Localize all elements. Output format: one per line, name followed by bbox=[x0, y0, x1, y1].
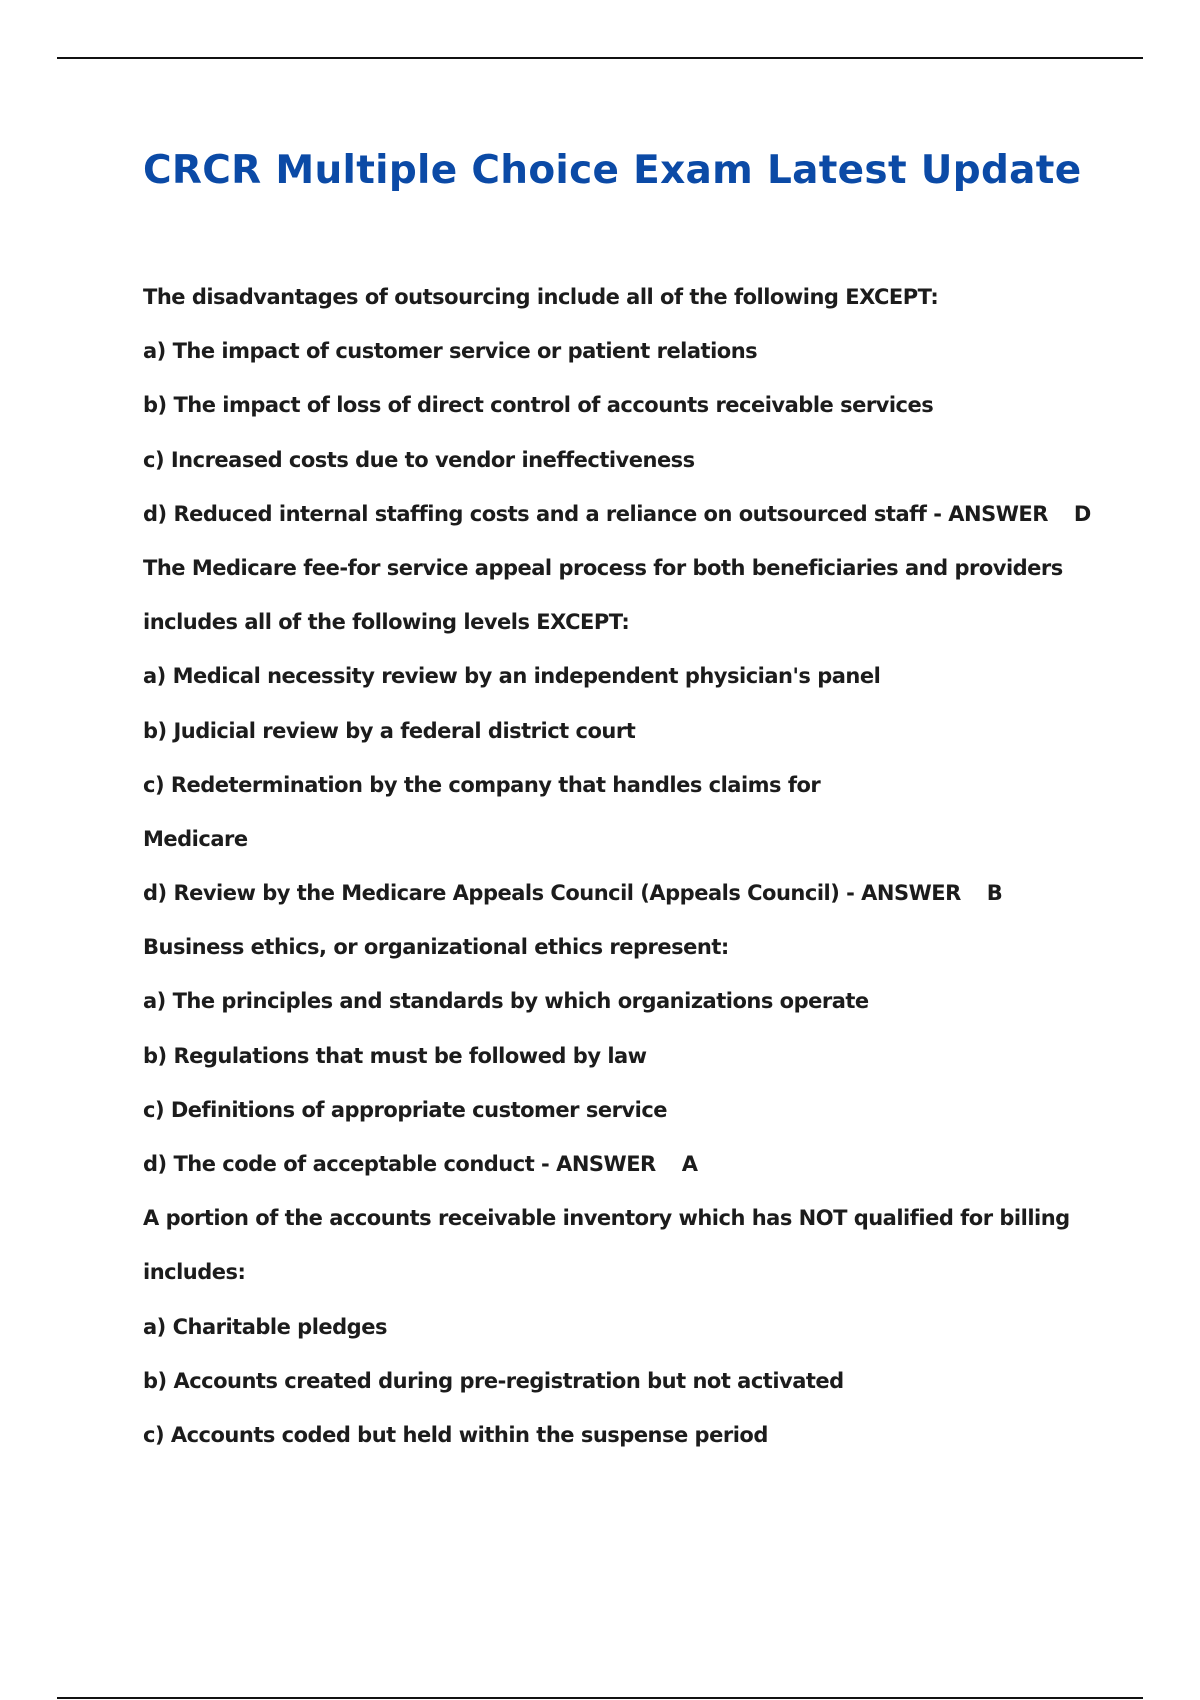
question-2-answer: B bbox=[986, 881, 1003, 906]
question-3-option-d-text: d) The code of acceptable conduct - ANSWER bbox=[143, 1152, 656, 1176]
bottom-rule bbox=[57, 1697, 1143, 1699]
question-2-option-b: b) Judicial review by a federal district court bbox=[143, 718, 636, 743]
question-4-option-c: c) Accounts coded but held within the suspense period bbox=[143, 1422, 768, 1447]
question-list bbox=[143, 277, 1143, 1469]
question-3-answer: A bbox=[681, 1152, 698, 1176]
question-1-option-b: b) The impact of loss of direct control of accounts receivable services bbox=[143, 393, 934, 418]
question-1-stem: The disadvantages of outsourcing include all of the following EXCEPT: bbox=[143, 285, 939, 309]
question-2-option-d-text: d) Review by the Medicare Appeals Council (Appeals Council) - ANSWER bbox=[143, 881, 961, 906]
question-1-option-a: a) The impact of customer service or patient relations bbox=[143, 339, 758, 364]
question-2-option-a: a) Medical necessity review by an independent physician's panel bbox=[143, 664, 881, 689]
question-2-stem-line-2: includes all of the following levels EXCEPT: bbox=[143, 610, 630, 635]
question-2-option-d bbox=[143, 873, 1143, 927]
question-1-option-d-text: d) Reduced internal staffing costs and a reliance on outsourced staff - ANSWER bbox=[143, 501, 1048, 526]
question-1-option-d bbox=[143, 494, 1143, 548]
question-4-stem-line-1: A portion of the accounts receivable inventory which has NOT qualified for billing bbox=[143, 1206, 1070, 1231]
question-2-stem-line-1: The Medicare fee-for service appeal process for both beneficiaries and providers bbox=[143, 555, 1063, 580]
document-title: CRCR Multiple Choice Exam Latest Update bbox=[143, 148, 1082, 193]
top-rule bbox=[57, 57, 1143, 59]
question-4-option-a: a) Charitable pledges bbox=[143, 1314, 387, 1339]
question-2-option-c-line-2: Medicare bbox=[143, 826, 248, 851]
question-2-option-c-line-1: c) Redetermination by the company that handles claims for bbox=[143, 772, 821, 797]
question-3-option-b: b) Regulations that must be followed by law bbox=[143, 1043, 647, 1068]
question-1-option-c: c) Increased costs due to vendor ineffectiveness bbox=[143, 447, 695, 472]
question-3-option-c: c) Definitions of appropriate customer service bbox=[143, 1097, 668, 1122]
question-3-option-d bbox=[143, 1144, 1143, 1198]
question-4-option-b: b) Accounts created during pre-registration but not activated bbox=[143, 1368, 844, 1393]
question-1-answer: D bbox=[1073, 501, 1091, 526]
question-4-stem-line-2: includes: bbox=[143, 1260, 246, 1285]
question-3-stem: Business ethics, or organizational ethics represent: bbox=[143, 935, 729, 960]
question-3-option-a: a) The principles and standards by which organizations operate bbox=[143, 989, 869, 1014]
